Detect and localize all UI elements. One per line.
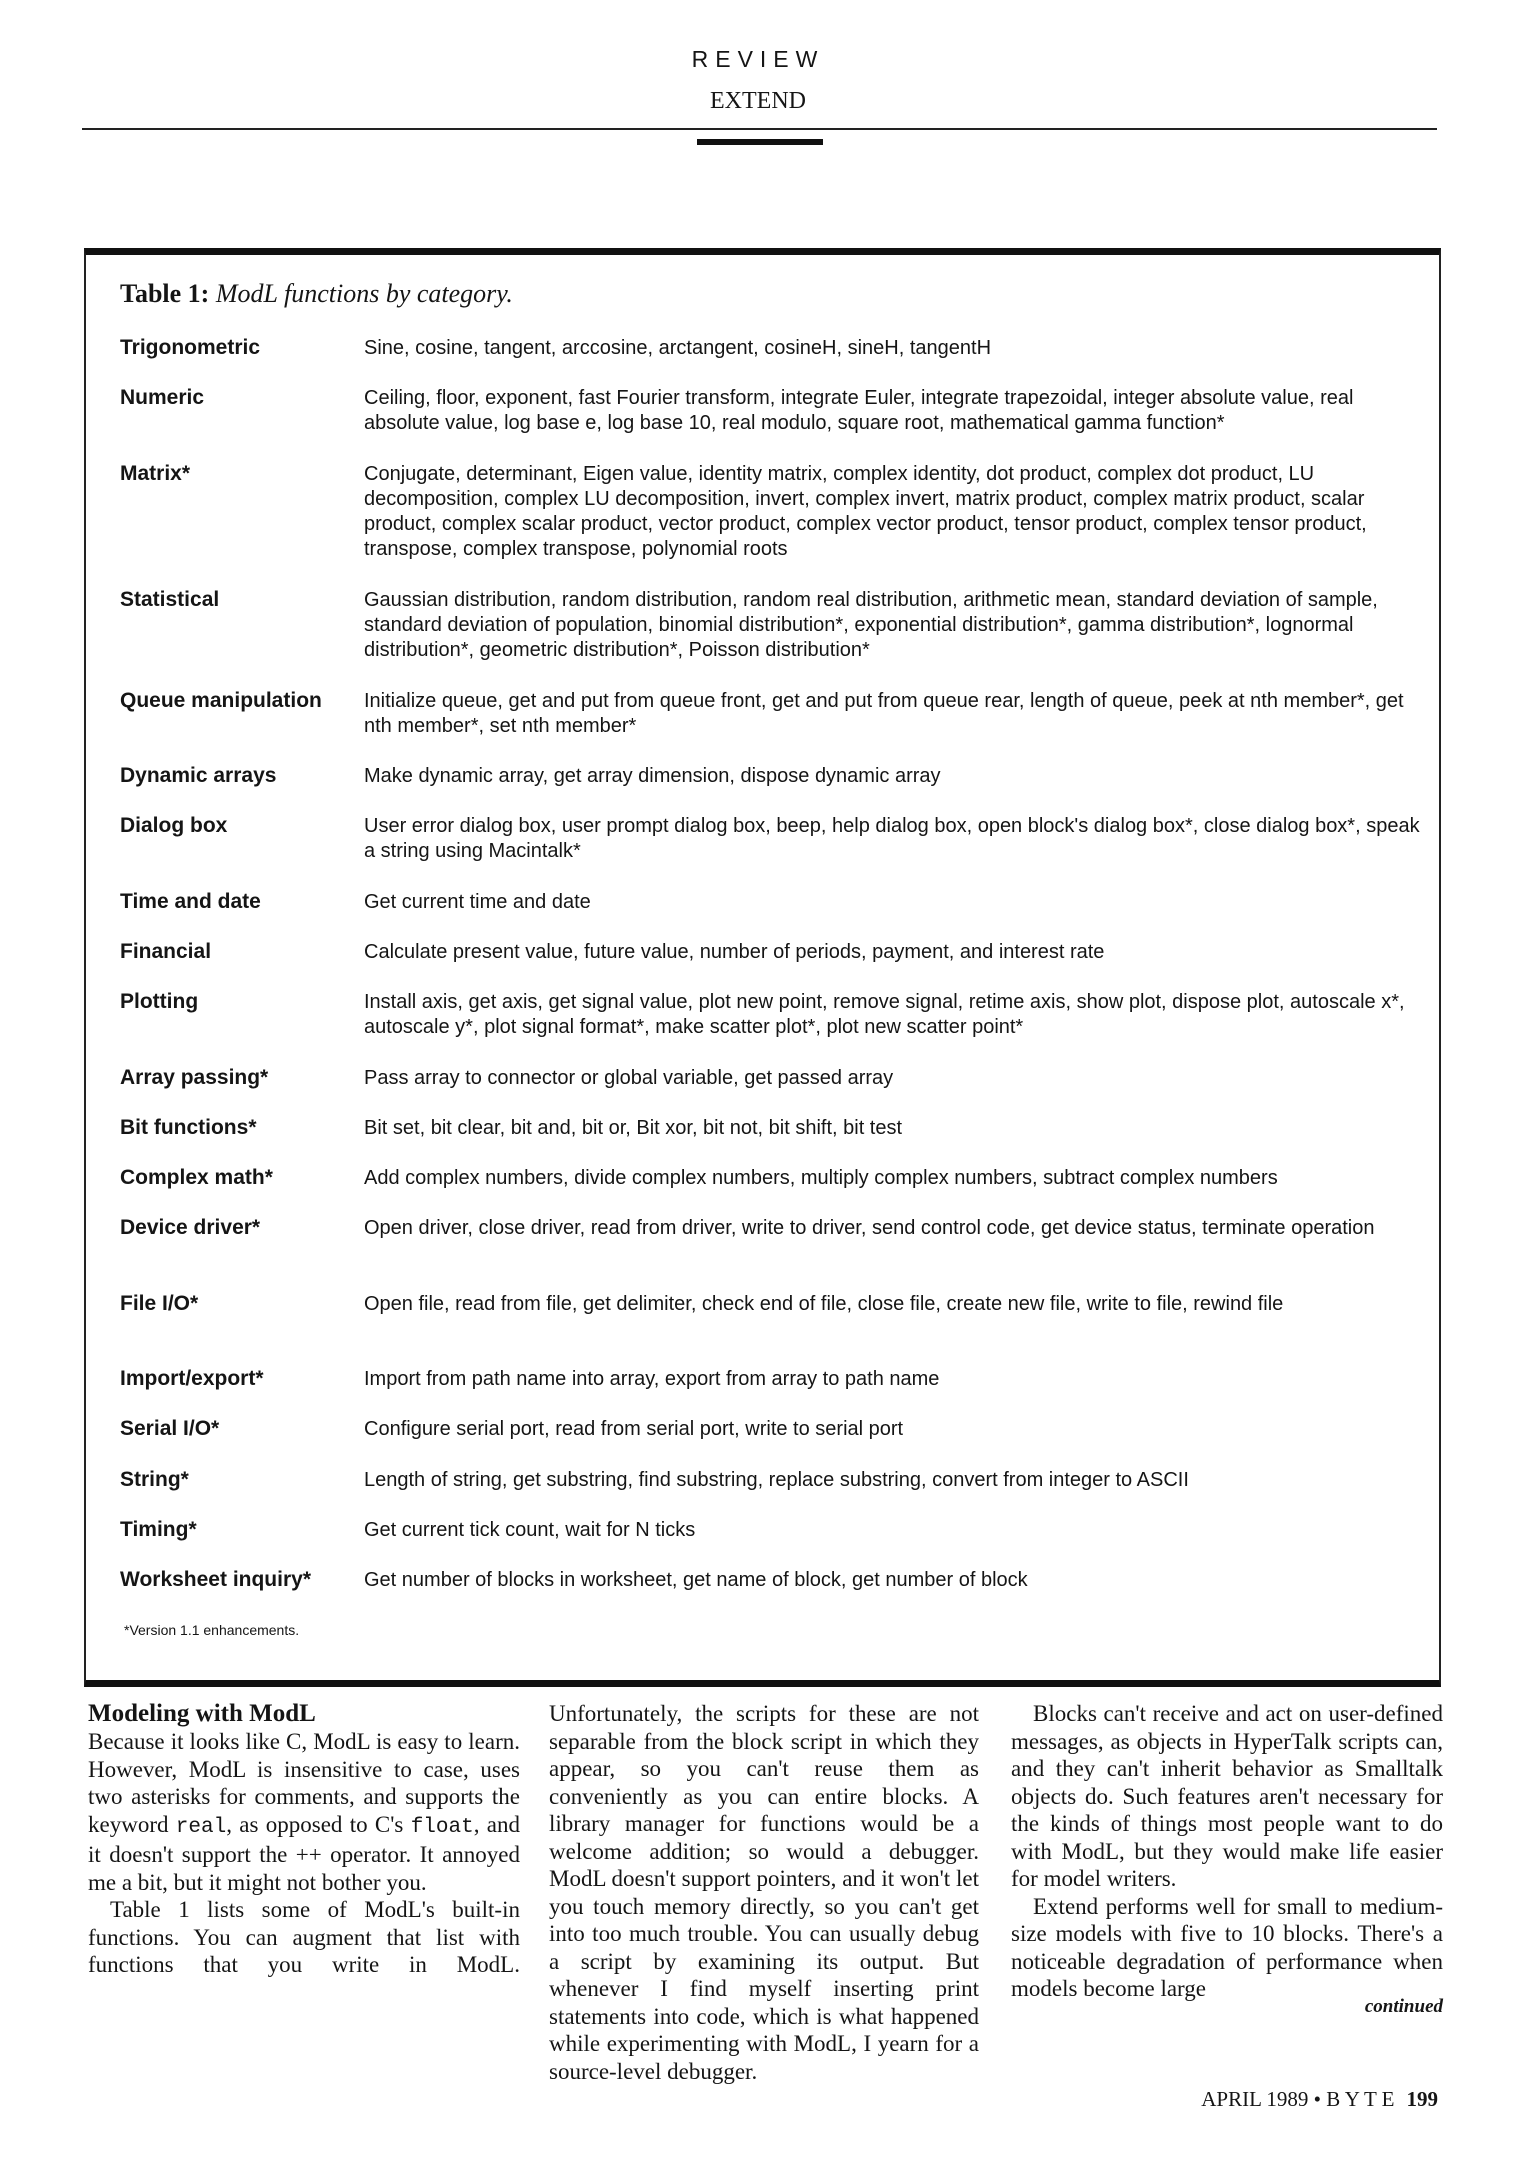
table-row-category: File I/O* xyxy=(120,1292,199,1315)
table-row-category: Device driver* xyxy=(120,1216,261,1239)
table-row-functions: User error dialog box, user prompt dialog box, beep, help dialog box, open block's dialog box*, close dialog box*, speak a string using Macintalk* xyxy=(364,815,1420,862)
table-row-category: Plotting xyxy=(120,990,199,1013)
table-row-category: Timing* xyxy=(120,1518,197,1541)
table-row-functions: Get current tick count, wait for N ticks xyxy=(364,1519,696,1541)
table-row-functions: Add complex numbers, divide complex numbers, multiply complex numbers, subtract complex numbers xyxy=(364,1167,1278,1189)
article-column-3 xyxy=(1011,1700,1443,2003)
section-label: REVIEW xyxy=(691,46,825,72)
table-footnote: *Version 1.1 enhancements. xyxy=(124,1622,300,1638)
table-row-category: Numeric xyxy=(120,386,205,409)
table-row-category: Bit functions* xyxy=(120,1116,257,1139)
table-row-functions: Get number of blocks in worksheet, get name of block, get number of block xyxy=(364,1569,1028,1591)
functions-table xyxy=(84,248,1441,1687)
table-row-category: Time and date xyxy=(120,890,261,913)
paragraph-text: , and it doesn't support the ++ operator. It annoyed me a bit, but it might not bother you. xyxy=(88,1811,520,1895)
paragraph-text: Because it looks like C, ModL is easy to learn. However, ModL is insensitive to case, uses two asterisks for comments, and supports the keyword xyxy=(88,1729,520,1837)
paragraph xyxy=(88,1728,520,1896)
table-row-functions: Length of string, get substring, find substring, replace substring, convert from integer to ASCII xyxy=(364,1469,1189,1491)
table-row-functions: Install axis, get axis, get signal value, plot new point, remove signal, retime axis, show plot, dispose plot, autoscale x*, autoscale y*, plot signal format*, make scatter plot*, plot new scatter point* xyxy=(364,991,1405,1038)
table-row-functions: Calculate present value, future value, number of periods, payment, and interest rate xyxy=(364,941,1105,963)
paragraph-text: , as opposed to C's xyxy=(226,1811,411,1837)
table-row-category: Complex math* xyxy=(120,1166,273,1189)
table-row-functions: Initialize queue, get and put from queue front, get and put from queue rear, length of queue, peek at nth member*, get nth member*, set nth member* xyxy=(364,690,1404,737)
table-row-functions: Conjugate, determinant, Eigen value, identity matrix, complex identity, dot product, complex dot product, LU decomposition, complex LU decomposition, invert, complex invert, matrix product, complex matrix product, scalar product, complex scalar product, vector product, complex vector product, tensor product, complex tensor product, transpose, complex transpose, polynomial roots xyxy=(364,463,1367,560)
paragraph: Extend performs well for small to medium-size models with five to 10 blocks. There's a noticeable degradation of performance when models become large xyxy=(1011,1893,1443,2001)
table-row-category: Matrix* xyxy=(120,462,191,485)
article-column-1 xyxy=(88,1700,520,1979)
table-row-functions: Open driver, close driver, read from driver, write to driver, send control code, get device status, terminate operation xyxy=(364,1217,1375,1239)
header-rule-tab xyxy=(697,139,823,145)
table-row-functions: Pass array to connector or global variable, get passed array xyxy=(364,1067,894,1089)
table-row-functions: Bit set, bit clear, bit and, bit or, Bit xor, bit not, bit shift, bit test xyxy=(364,1117,903,1139)
paragraph-continuation: Unfortunately, the scripts for these are not separable from the block script in which they appear, so you can't reuse them as conveniently as you can entire blocks. A library manager for functions would be a welcome addition; so would a debugger. ModL doesn't support pointers, and it won't let you touch memory directly, so you can't get into too much trouble. You can usually debug a script by examining its output. But whenever I find myself inserting print statements into code, which is what happened while experimenting with ModL, I yearn for a source-level debugger. xyxy=(549,1701,979,2084)
continued-label: continued xyxy=(1364,1996,1443,2017)
table-title xyxy=(120,279,513,309)
table-row-functions: Import from path name into array, export from array to path name xyxy=(364,1368,940,1390)
page-footer xyxy=(1201,2087,1438,2112)
table-row-functions: Open file, read from file, get delimiter, check end of file, close file, create new file, write to file, rewind file xyxy=(364,1293,1284,1315)
table-title-label: Table 1: xyxy=(120,279,210,308)
paragraph: Blocks can't receive and act on user-defined messages, as objects in HyperTalk scripts can, and they can't inherit behavior as Smalltalk objects do. Such features aren't necessary for the kinds of things most people want to do with ModL, but they would make life easier for model writers. xyxy=(1011,1701,1443,1891)
section-heading: Modeling with ModL xyxy=(88,1700,316,1727)
table-row-category: Financial xyxy=(120,940,212,963)
table-row-category: Dynamic arrays xyxy=(120,764,277,787)
table-row-category: Worksheet inquiry* xyxy=(120,1568,311,1591)
table-row-functions: Sine, cosine, tangent, arccosine, arctangent, cosineH, sineH, tangentH xyxy=(364,337,992,359)
table-row-category: Dialog box xyxy=(120,814,228,837)
table-row-category: Queue manipulation xyxy=(120,689,322,712)
table-row-category: Trigonometric xyxy=(120,336,261,359)
header-rule xyxy=(82,128,1437,130)
article-title: EXTEND xyxy=(710,88,806,114)
code-keyword: float xyxy=(410,1815,474,1839)
table-row-category: Import/export* xyxy=(120,1367,264,1390)
page-number: 199 xyxy=(1406,2087,1438,2111)
table-row-functions: Configure serial port, read from serial port, write to serial port xyxy=(364,1418,904,1440)
issue-label: APRIL 1989 • B Y T E xyxy=(1201,2087,1395,2111)
table-row-category: Statistical xyxy=(120,588,220,611)
table-row-functions: Get current time and date xyxy=(364,891,591,913)
table-row-functions: Ceiling, floor, exponent, fast Fourier transform, integrate Euler, integrate trapezoidal, integer absolute value, real absolute value, log base e, log base 10, real modulo, square root, mathematical gamma function* xyxy=(364,387,1354,434)
code-keyword: real xyxy=(175,1815,227,1839)
table-row-functions: Gaussian distribution, random distribution, random real distribution, arithmetic mean, standard deviation of sample, standard deviation of population, binomial distribution*, exponential distribution*, gamma distribution*, lognormal distribution*, geometric distribution*, Poisson distribution* xyxy=(364,589,1378,661)
paragraph: Table 1 lists some of ModL's built-in functions. You can augment that list with functions that you write in ModL. xyxy=(88,1897,520,1977)
table-row-functions: Make dynamic array, get array dimension, dispose dynamic array xyxy=(364,765,941,787)
table-row-category: Serial I/O* xyxy=(120,1417,220,1440)
table-row-category: Array passing* xyxy=(120,1066,269,1089)
article-column-2 xyxy=(549,1700,979,2085)
table-title-text: ModL functions by category. xyxy=(215,279,513,308)
table-row-category: String* xyxy=(120,1468,189,1491)
